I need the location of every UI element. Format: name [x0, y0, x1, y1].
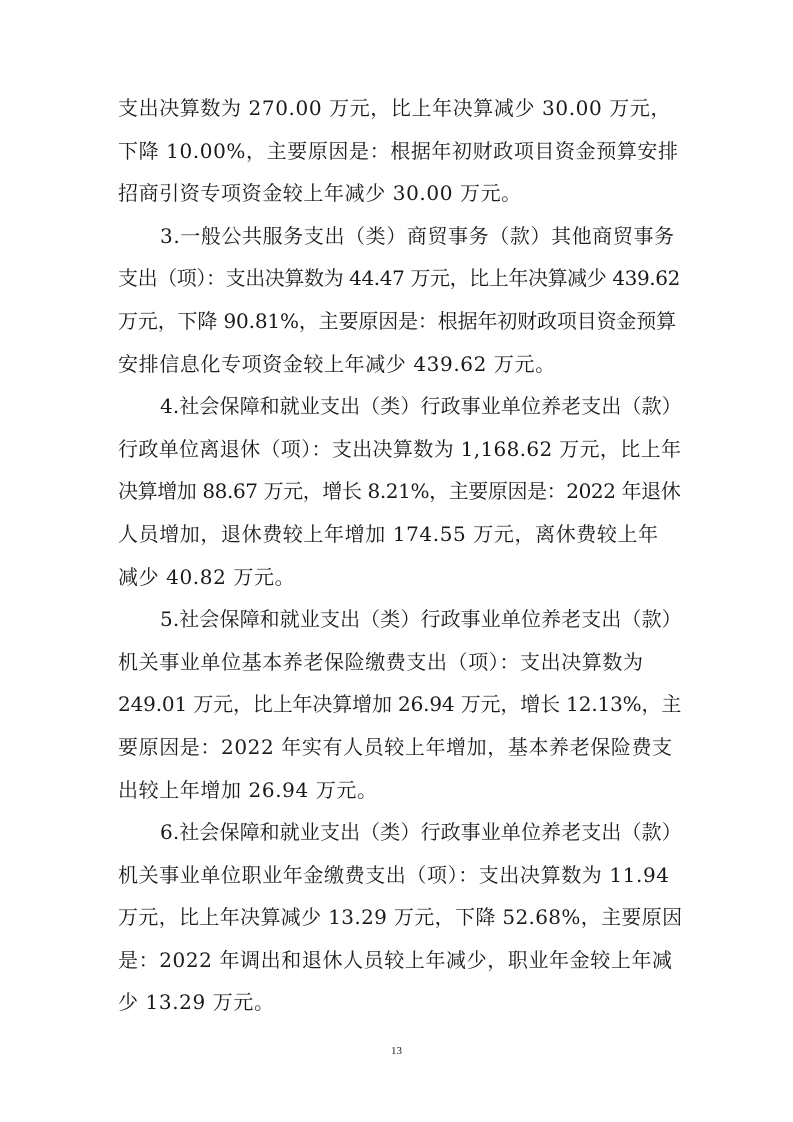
text-line: 支出决算数为 270.00 万元，比上年决算减少 30.00 万元，	[118, 96, 672, 120]
text-line: 人员增加，退休费较上年增加 174.55 万元，离休费较上年	[118, 521, 659, 546]
text-line: 万元，下降 90.81%，主要原因是：根据年初财政项目资金预算	[118, 308, 676, 333]
text-line: 5.社会保障和就业支出（类）行政事业单位养老支出（款）	[160, 607, 682, 632]
text-line: 机关事业单位职业年金缴费支出（项）：支出决算数为 11.94	[118, 862, 670, 887]
text-line: 少 13.29 万元。	[118, 990, 275, 1015]
text-line: 249.01 万元，比上年决算增加 26.94 万元，增长 12.13%，主	[118, 692, 682, 717]
text-line: 支出（项）：支出决算数为 44.47 万元，比上年决算减少 439.62	[118, 266, 680, 291]
body-text	[118, 98, 683, 1035]
text-line: 3.一般公共服务支出（类）商贸事务（款）其他商贸事务	[160, 223, 675, 248]
text-line: 减少 40.82 万元。	[118, 564, 296, 589]
text-line: 决算增加 88.67 万元，增长 8.21%，主要原因是：2022 年退休	[118, 479, 681, 504]
text-line: 是：2022 年调出和退休人员较上年减少，职业年金较上年减	[118, 947, 673, 972]
text-line: 行政单位离退休（项）：支出决算数为 1,168.62 万元，比上年	[118, 436, 682, 461]
text-line: 出较上年增加 26.94 万元。	[118, 777, 378, 802]
text-line: 要原因是：2022 年实有人员较上年增加，基本养老保险费支	[118, 734, 673, 759]
text-line: 6.社会保障和就业支出（类）行政事业单位养老支出（款）	[160, 820, 682, 845]
text-line: 安排信息化专项资金较上年减少 439.62 万元。	[118, 351, 556, 376]
text-line: 机关事业单位基本养老保险缴费支出（项）：支出决算数为	[118, 649, 644, 674]
text-line: 4.社会保障和就业支出（类）行政事业单位养老支出（款）	[160, 394, 682, 419]
text-line: 下降 10.00%，主要原因是：根据年初财政项目资金预算安排	[118, 138, 679, 163]
text-line: 招商引资专项资金较上年减少 30.00 万元。	[118, 181, 522, 206]
text-line: 万元，比上年决算减少 13.29 万元，下降 52.68%，主要原因	[118, 905, 683, 930]
page-number: 13	[391, 1045, 402, 1057]
